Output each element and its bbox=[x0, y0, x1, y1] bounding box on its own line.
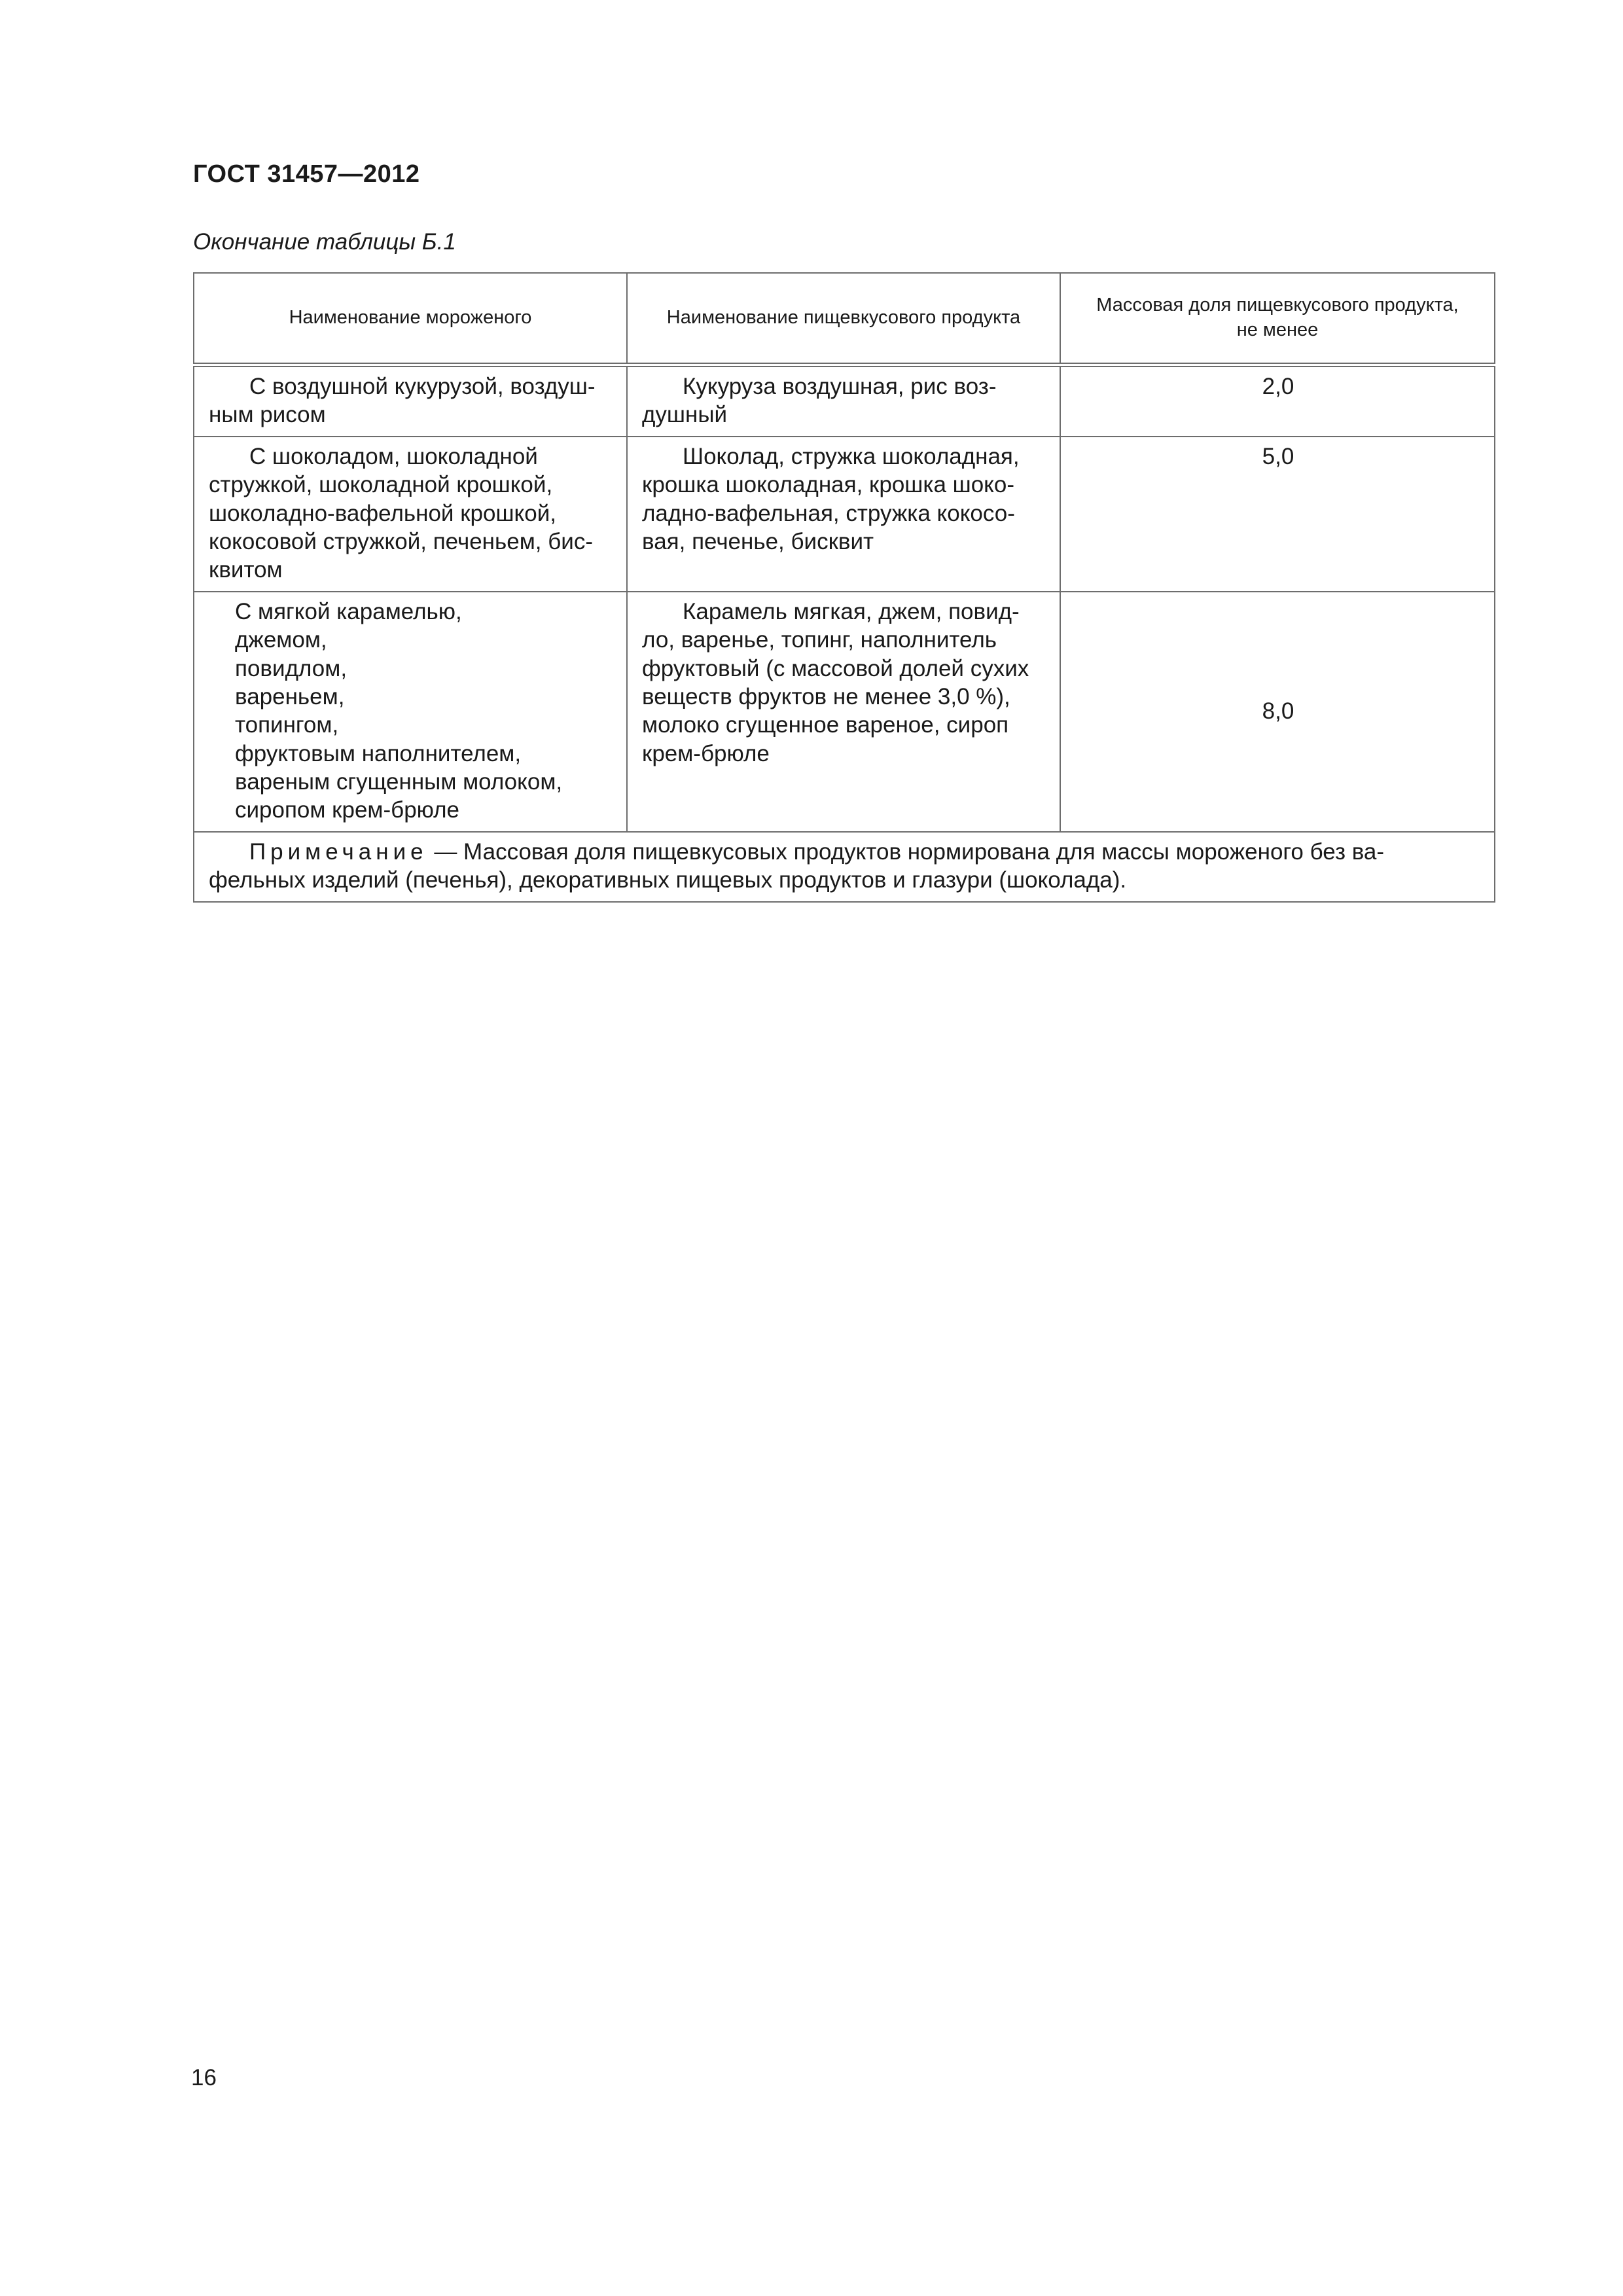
table-note bbox=[194, 832, 1495, 902]
text-line: вареным сгущенным молоком, bbox=[235, 769, 563, 795]
note-text: — Массовая доля пищевкусовых продуктов нормирована для массы мороженого без ва- фельных изделий (печенья), декоративных пищевых продуктов и глазури (шоколада). bbox=[209, 838, 1385, 893]
ice-cream-additives-table bbox=[193, 272, 1495, 903]
text-line: топингом, bbox=[235, 712, 339, 738]
cell-ice-cream-name bbox=[194, 437, 627, 592]
cell-mass-share: 2,0 bbox=[1060, 365, 1495, 437]
cell-mass-share: 5,0 bbox=[1060, 437, 1495, 592]
note-paragraph bbox=[209, 838, 1481, 895]
text-line: веществ фруктов не менее 3,0 %), bbox=[642, 683, 1010, 709]
column-header-mass-share-text bbox=[1070, 293, 1485, 342]
table-note-row bbox=[194, 832, 1495, 902]
table-row bbox=[194, 437, 1495, 592]
text-line: вареньем, bbox=[235, 683, 345, 709]
text-line: С мягкой карамелью, bbox=[235, 598, 462, 624]
text-line: фруктовый (с массовой долей сухих bbox=[642, 655, 1029, 681]
text-line: Массовая доля пищевкусового продукта, bbox=[1096, 295, 1459, 316]
column-header-product-name: Наименование пищевкусового продукта bbox=[627, 273, 1060, 365]
cell-ice-cream-name bbox=[194, 592, 627, 832]
text-line: вая, печенье, бисквит bbox=[642, 528, 874, 554]
text-line: крошка шоколадная, крошка шоко- bbox=[642, 472, 1015, 498]
table-caption: Окончание таблицы Б.1 bbox=[193, 229, 456, 255]
text-line: ладно-вафельная, стружка кокосо- bbox=[642, 500, 1015, 526]
text-line: душный bbox=[642, 402, 728, 428]
text-line: ло, варенье, топинг, наполнитель bbox=[642, 627, 997, 653]
note-label: Примечание bbox=[249, 838, 428, 865]
cell-product-name bbox=[627, 592, 1060, 832]
text-line: кокосовой стружкой, печеньем, бис- bbox=[209, 528, 593, 554]
table-header-row bbox=[194, 273, 1495, 365]
cell-ice-cream-name bbox=[194, 365, 627, 437]
text-line: ным рисом bbox=[209, 402, 326, 428]
cell-product-name bbox=[627, 365, 1060, 437]
text-line: повидлом, bbox=[235, 655, 348, 681]
text-line: Кукуруза воздушная, рис воз- bbox=[683, 374, 997, 399]
text-line: С воздушной кукурузой, воздуш- bbox=[249, 374, 596, 399]
page-number: 16 bbox=[191, 2065, 217, 2090]
cell-mass-share: 8,0 bbox=[1060, 592, 1495, 832]
cell-product-name bbox=[627, 437, 1060, 592]
text-line: фруктовым наполнителем, bbox=[235, 740, 522, 766]
text-line: молоко сгущенное вареное, сироп bbox=[642, 712, 1009, 738]
text-line: сиропом крем-брюле bbox=[235, 797, 460, 823]
text-line: не менее bbox=[1236, 319, 1319, 340]
table-row bbox=[194, 365, 1495, 437]
text-line: С шоколадом, шоколадной bbox=[249, 443, 538, 469]
text-line: шоколадно-вафельной крошкой, bbox=[209, 500, 556, 526]
column-header-mass-share bbox=[1060, 273, 1495, 365]
table-row bbox=[194, 592, 1495, 832]
text-line: Шоколад, стружка шоколадная, bbox=[683, 443, 1020, 469]
text-line: Карамель мягкая, джем, повид- bbox=[683, 598, 1020, 624]
document-code: ГОСТ 31457—2012 bbox=[193, 160, 420, 188]
text-line: крем-брюле bbox=[642, 740, 770, 766]
text-line: джемом, bbox=[235, 627, 327, 653]
text-line: квитом bbox=[209, 557, 283, 583]
column-header-ice-cream-name: Наименование мороженого bbox=[194, 273, 627, 365]
text-line: стружкой, шоколадной крошкой, bbox=[209, 472, 553, 498]
